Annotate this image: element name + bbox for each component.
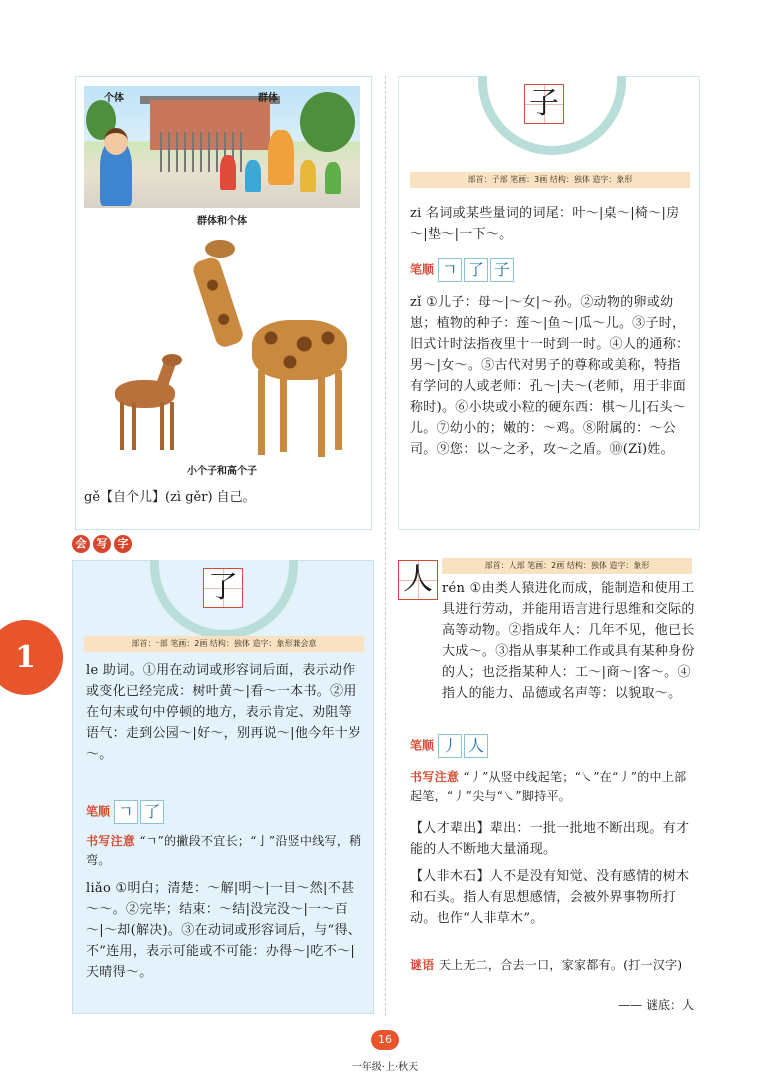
caption-group-individual: 群体和个体 <box>197 216 247 227</box>
group-child-figure <box>245 160 261 192</box>
char-ren-strokes <box>410 734 690 758</box>
char-le-def2: liǎo ①明白；清楚：～解|明～|一目～然|不甚～～。②完毕；结束：～结|没完没～|一～百～|～却(解决)。③在动词或形容词后，与“得、不”连用，表示可能或不可能：办得～|吃不～|天晴得～。 <box>86 881 362 980</box>
char-le-meta: 部首：⁻部 笔画：2画 结构：独体 造字：象形兼会意 <box>84 636 364 652</box>
footer-title: 一年级·上·秋天 <box>351 1062 419 1073</box>
note-label: 书写注意 <box>410 770 460 784</box>
label-individual: 个体 <box>104 93 124 104</box>
char-le-box: 了 <box>203 568 243 608</box>
deer-leg <box>120 402 124 450</box>
gezi-entry: gě【自个儿】(zì gěr) 自己。 <box>84 490 256 505</box>
riddle-text: 天上无二，合去一口，家家都有。(打一汉字) <box>438 958 683 972</box>
char-ren-box: 人 <box>398 560 438 600</box>
stroke-step: 丿 <box>438 734 462 758</box>
giraffe-head <box>205 240 235 258</box>
deer-leg <box>132 402 136 450</box>
column-divider <box>385 76 387 1016</box>
char-le-strokes <box>86 800 362 824</box>
deer-body <box>115 380 175 408</box>
child-head <box>104 128 128 155</box>
char-zi-box: 子 <box>524 84 564 124</box>
riddle <box>410 956 694 975</box>
badge-char: 字 <box>114 535 132 553</box>
giraffe-leg <box>280 372 287 452</box>
char-zi-strokes <box>410 258 690 282</box>
deer-leg <box>160 402 164 450</box>
char-le-note <box>86 832 362 870</box>
idiom-rencai-beichu: 【人才辈出】辈出：一批一批地不断出现。有才能的人不断地大量涌现。 <box>410 821 690 857</box>
stroke-step: ㄱ <box>114 800 138 824</box>
teacher-figure <box>268 130 294 185</box>
char-le-def1: le 助词。①用在动词或形容词后面，表示动作或变化已经完成：树叶黄～|看～一本书。②用在句末或句中停顿的地方，表示肯定、劝阻等语气：走到公园～|好～，别再说～|他今年十岁～。 <box>86 663 362 762</box>
char-ren-meta: 部首：人部 笔画：2画 结构：独体 造字：象形 <box>442 558 692 574</box>
riddle-label: 谜语 <box>410 958 435 972</box>
badge-char: 会 <box>72 535 90 553</box>
stroke-step: 了 <box>464 258 488 282</box>
giraffe-leg <box>335 370 342 450</box>
char-zi-def2: zǐ ①儿子：母～|～女|～孙。②动物的卵或幼崽；植物的种子：莲～|鱼～|瓜～儿。③子时，旧式计时法指夜里十一时到一时。④人的通称：男～|女～。⑤古代对男子的尊称或美称，特指有学问的人或老师：孔～|夫～(老师，用于非面称时)。⑥小块或小粒的硬东西：棋～儿|石头～儿。⑦幼小的；嫩的：～鸡。⑧附属的：～公司。⑨您：以～之矛，攻～之盾。⑩(Zǐ)姓。 <box>410 295 690 457</box>
group-child-figure <box>300 160 316 192</box>
idiom-ren-fei-mushi: 【人非木石】人不是没有知觉、没有感情的树木和石头。指人有思想感情，会被外界事物所打动。也作“人非草木”。 <box>410 869 690 926</box>
tree <box>300 92 355 152</box>
section-badge <box>72 532 142 548</box>
stroke-step: 人 <box>464 734 488 758</box>
group-child-figure <box>220 155 236 190</box>
deer-head <box>162 354 182 366</box>
stroke-label: 笔顺 <box>410 262 435 277</box>
note-label: 书写注意 <box>86 834 136 848</box>
char-zi-meta: 部首：子部 笔画：3画 结构：独体 造字：象形 <box>410 172 690 188</box>
chapter-number-tab: 1 <box>0 620 63 695</box>
group-child-figure <box>325 162 341 194</box>
stroke-step: ㄱ <box>438 258 462 282</box>
stroke-label: 笔顺 <box>86 804 111 819</box>
note-text: “丿”从竖中线起笔；“㇏”在“丿”的中上部起笔，“丿”尖与“㇏”脚持平。 <box>410 770 687 803</box>
caption-short-tall: 小个子和高个子 <box>187 466 257 477</box>
page-number: 16 <box>371 1030 399 1050</box>
giraffe-leg <box>258 370 265 455</box>
label-group: 群体 <box>258 93 278 104</box>
stroke-step: 子 <box>490 258 514 282</box>
char-ren-note <box>410 768 694 806</box>
stroke-label: 笔顺 <box>410 738 435 753</box>
char-ren-def1: rén ①由类人猿进化而成，能制造和使用工具进行劳动，并能用语言进行思维和交际的高等动物。②指成年人：几年不见，他已长大成～。③指从事某种工作或具有某种身份的人；也泛指某种人：工～|商～|客～。④指人的能力、品德或名声等：以貌取～。 <box>442 581 695 701</box>
note-text: “ㄱ”的撇段不宜长；“亅”沿竖中线写，稍弯。 <box>86 834 362 867</box>
stroke-step: 了 <box>140 800 164 824</box>
riddle-answer: —— 谜底：人 <box>618 998 694 1012</box>
giraffe-leg <box>318 372 325 457</box>
badge-char: 写 <box>93 535 111 553</box>
giraffe-body <box>252 320 347 380</box>
deer-leg <box>170 402 174 450</box>
char-zi-def1: zi 名词或某些量词的词尾：叶～|桌～|椅～|房～|垫～|一下～。 <box>410 206 680 242</box>
